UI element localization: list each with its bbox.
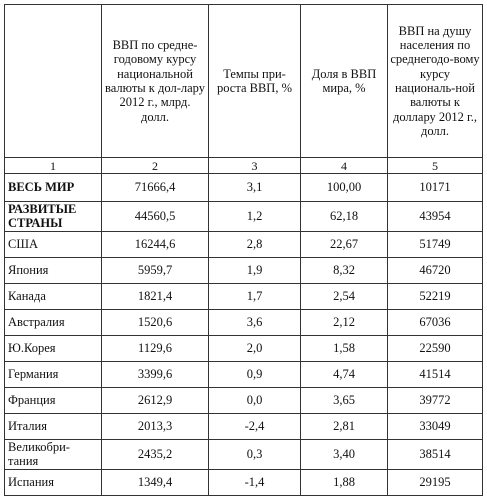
gdp-cell: 44560,5 [102,202,209,232]
per-capita-cell: 38514 [388,439,483,469]
table-row [5,439,483,469]
header-share: Доля в ВВП мира, % [301,5,388,158]
table-row [5,309,483,335]
table-row [5,361,483,387]
growth-cell: 2,8 [209,231,301,257]
growth-cell: 3,6 [209,309,301,335]
gdp-cell: 1349,4 [102,469,209,495]
header-row [5,5,483,158]
table-row [5,387,483,413]
share-cell: 2,54 [301,283,388,309]
column-number: 3 [209,158,301,174]
country-cell: Германия [5,361,102,387]
table-row [5,469,483,495]
table-row [5,335,483,361]
country-cell: РАЗВИТЫЕ СТРАНЫ [5,202,102,232]
table-body [5,174,483,496]
country-cell: ВЕСЬ МИР [5,174,102,202]
country-cell: Испания [5,469,102,495]
gdp-cell: 16244,6 [102,231,209,257]
column-number-row [5,158,483,174]
country-cell: Ю.Корея [5,335,102,361]
gdp-cell: 1129,6 [102,335,209,361]
share-cell: 22,67 [301,231,388,257]
country-cell: Италия [5,413,102,439]
country-cell: США [5,231,102,257]
table-row [5,257,483,283]
table-row [5,283,483,309]
growth-cell: 3,1 [209,174,301,202]
per-capita-cell: 46720 [388,257,483,283]
per-capita-cell: 29195 [388,469,483,495]
per-capita-cell: 41514 [388,361,483,387]
country-cell: Франция [5,387,102,413]
gdp-cell: 2013,3 [102,413,209,439]
table-row [5,231,483,257]
per-capita-cell: 33049 [388,413,483,439]
per-capita-cell: 39772 [388,387,483,413]
per-capita-cell: 22590 [388,335,483,361]
share-cell: 1,58 [301,335,388,361]
table-row [5,413,483,439]
share-cell: 100,00 [301,174,388,202]
column-number: 1 [5,158,102,174]
share-cell: 3,65 [301,387,388,413]
column-number: 5 [388,158,483,174]
per-capita-cell: 10171 [388,174,483,202]
header-country [5,5,102,158]
column-number: 2 [102,158,209,174]
country-cell: Канада [5,283,102,309]
growth-cell: 2,0 [209,335,301,361]
growth-cell: 1,7 [209,283,301,309]
gdp-table [4,4,483,496]
gdp-cell: 5959,7 [102,257,209,283]
share-cell: 4,74 [301,361,388,387]
share-cell: 8,32 [301,257,388,283]
column-number: 4 [301,158,388,174]
gdp-cell: 1520,6 [102,309,209,335]
growth-cell: 1,2 [209,202,301,232]
gdp-cell: 2435,2 [102,439,209,469]
growth-cell: 0,0 [209,387,301,413]
country-cell: Австралия [5,309,102,335]
per-capita-cell: 51749 [388,231,483,257]
per-capita-cell: 67036 [388,309,483,335]
per-capita-cell: 43954 [388,202,483,232]
gdp-cell: 2612,9 [102,387,209,413]
per-capita-cell: 52219 [388,283,483,309]
share-cell: 62,18 [301,202,388,232]
share-cell: 1,88 [301,469,388,495]
share-cell: 2,81 [301,413,388,439]
table-row [5,202,483,232]
growth-cell: 1,9 [209,257,301,283]
header-growth: Темпы при-роста ВВП, % [209,5,301,158]
gdp-cell: 1821,4 [102,283,209,309]
header-gdp: ВВП по средне-годовому курсу национальной валюты к дол-лару 2012 г., млрд. долл. [102,5,209,158]
gdp-cell: 3399,6 [102,361,209,387]
table-row [5,174,483,202]
share-cell: 2,12 [301,309,388,335]
gdp-cell: 71666,4 [102,174,209,202]
growth-cell: -2,4 [209,413,301,439]
growth-cell: 0,3 [209,439,301,469]
growth-cell: -1,4 [209,469,301,495]
country-cell: Япония [5,257,102,283]
share-cell: 3,40 [301,439,388,469]
growth-cell: 0,9 [209,361,301,387]
header-per-capita: ВВП на душу населения по среднегодо-вому курсу националь-ной валюты к доллару 2012 г., долл. [388,5,483,158]
country-cell: Великобри-тания [5,439,102,469]
